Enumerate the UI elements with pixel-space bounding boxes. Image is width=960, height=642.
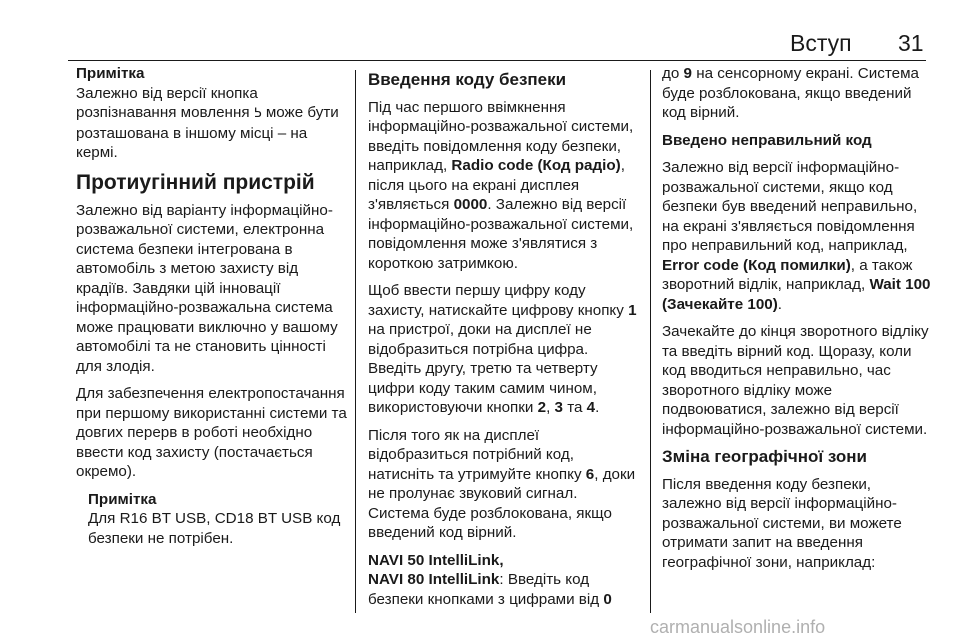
note-block bbox=[76, 64, 348, 163]
button-ref: 1 bbox=[628, 301, 637, 319]
text-run: Після того як на дисплеї відобразиться потрібний код, натисніть та утримуйте кнопку bbox=[368, 426, 586, 483]
ui-message: Radio code (Код радіо) bbox=[451, 157, 621, 174]
button-ref: 3 bbox=[554, 399, 563, 416]
paragraph: Зачекайте до кінця зворотного відліку та введіть вірний код. Щоразу, коли код вводиться неправильно, час зворотного відліку може подвоюватися, залежно від версії інформаційно-розважальної системи. bbox=[662, 323, 929, 438]
section-heading: Введення коду безпеки bbox=[368, 70, 567, 89]
section-heading: Протиугінний пристрій bbox=[76, 170, 315, 194]
column-right bbox=[662, 64, 932, 580]
ui-message: Error code (Код помилки) bbox=[662, 256, 851, 274]
note-text-part: може бути розташована в іншому місці – на кермі. bbox=[76, 104, 339, 161]
text-run: . bbox=[595, 399, 600, 416]
note-label: Примітка bbox=[88, 490, 157, 508]
voice-recognition-icon: ᕊ bbox=[253, 106, 262, 121]
paragraph bbox=[368, 98, 640, 274]
header-divider bbox=[68, 60, 926, 61]
button-ref: 4 bbox=[586, 399, 596, 416]
note-label: Примітка bbox=[76, 65, 145, 82]
paragraph: Залежно від варіанту інформаційно-розважальної системи, електронна система безпеки інтегрована в автомобіль з метою захисту від крадіїв. Завдяки цій інновації інформаційно-розважальна система може працювати виключно у вашому автомобілі та не становить цінності для злодія. bbox=[76, 201, 338, 375]
text-run: . bbox=[777, 295, 783, 313]
text-run: , bbox=[546, 399, 555, 416]
model-name: NAVI 80 IntelliLink bbox=[368, 571, 500, 588]
text-run: , доки не пролунає звуковий сигнал. Система буде розблокована, якщо введений код вірний. bbox=[368, 465, 636, 541]
column-middle bbox=[368, 64, 640, 617]
column-divider bbox=[355, 70, 356, 613]
paragraph bbox=[368, 281, 640, 418]
button-ref: 9 bbox=[683, 65, 692, 82]
model-name: NAVI 50 IntelliLink, bbox=[368, 551, 504, 569]
button-ref: 2 bbox=[537, 399, 547, 416]
ui-message: Wait 100 (Зачекайте 100) bbox=[662, 276, 931, 313]
paragraph bbox=[368, 426, 640, 543]
text-run: Щоб ввести першу цифру коду захисту, натискайте цифрову кнопку bbox=[368, 282, 629, 319]
ui-message: 0000 bbox=[453, 196, 488, 213]
button-ref: 6 bbox=[585, 465, 595, 483]
section-title: Вступ bbox=[790, 30, 852, 56]
page-header bbox=[0, 0, 960, 56]
text-run: Залежно від версії інформаційно-розважальної системи, якщо код безпеки був введений неправильно, на екрані з'являється повідомлення про неправильний код, наприклад, bbox=[662, 159, 918, 254]
text-run: : Введіть код безпеки кнопками з цифрами від bbox=[368, 571, 604, 608]
section-heading: Зміна географічної зони bbox=[662, 447, 867, 466]
note-text-part: Залежно від версії кнопка розпізнавання мовлення bbox=[76, 84, 258, 121]
column-divider bbox=[650, 70, 651, 613]
text-run: на сенсорному екрані. Система буде розблокована, якщо введений код вірний. bbox=[662, 65, 919, 121]
note-block bbox=[76, 490, 348, 549]
text-run: . Залежно від версії інформаційно-розважальної системи, повідомлення може з'являтися з короткою затримкою. bbox=[368, 196, 634, 272]
text-run: , після цього на екрані дисплея з'являється bbox=[368, 157, 625, 213]
button-ref: 0 bbox=[603, 590, 612, 608]
text-run: до bbox=[662, 65, 684, 82]
text-run: , а також зворотний відлік, наприклад, bbox=[662, 256, 913, 293]
text-run: Під час першого ввімкнення інформаційно-розважальної системи, введіть повідомлення коду безпеки, наприклад, bbox=[368, 98, 634, 174]
paragraph bbox=[662, 158, 932, 314]
watermark: carmanualsonline.info bbox=[650, 617, 826, 637]
note-text: Для R16 BT USB, CD18 BT USB код безпеки не потрібен. bbox=[88, 510, 341, 547]
paragraph bbox=[662, 64, 932, 123]
note-text bbox=[76, 84, 348, 163]
paragraph: Після введення коду безпеки, залежно від версії інформаційно-розважальної системи, ви можете отримати запит на введення географічної зони, наприклад: bbox=[662, 475, 902, 571]
text-run: та bbox=[562, 399, 587, 416]
column-left bbox=[76, 64, 348, 556]
paragraph: Для забезпечення електропостачання при першому використанні системи та довгих перерв в роботі необхідно ввести код захисту (постачається окремо). bbox=[76, 385, 347, 480]
text-run: на пристрої, доки на дисплеї не відобразиться потрібна цифра. Введіть другу, третю та четверту цифри коду таким самим чином, використовуючи кнопки bbox=[368, 321, 598, 416]
page-number: 31 bbox=[898, 30, 924, 56]
paragraph bbox=[368, 551, 640, 610]
sub-heading: Введено неправильний код bbox=[662, 131, 872, 149]
